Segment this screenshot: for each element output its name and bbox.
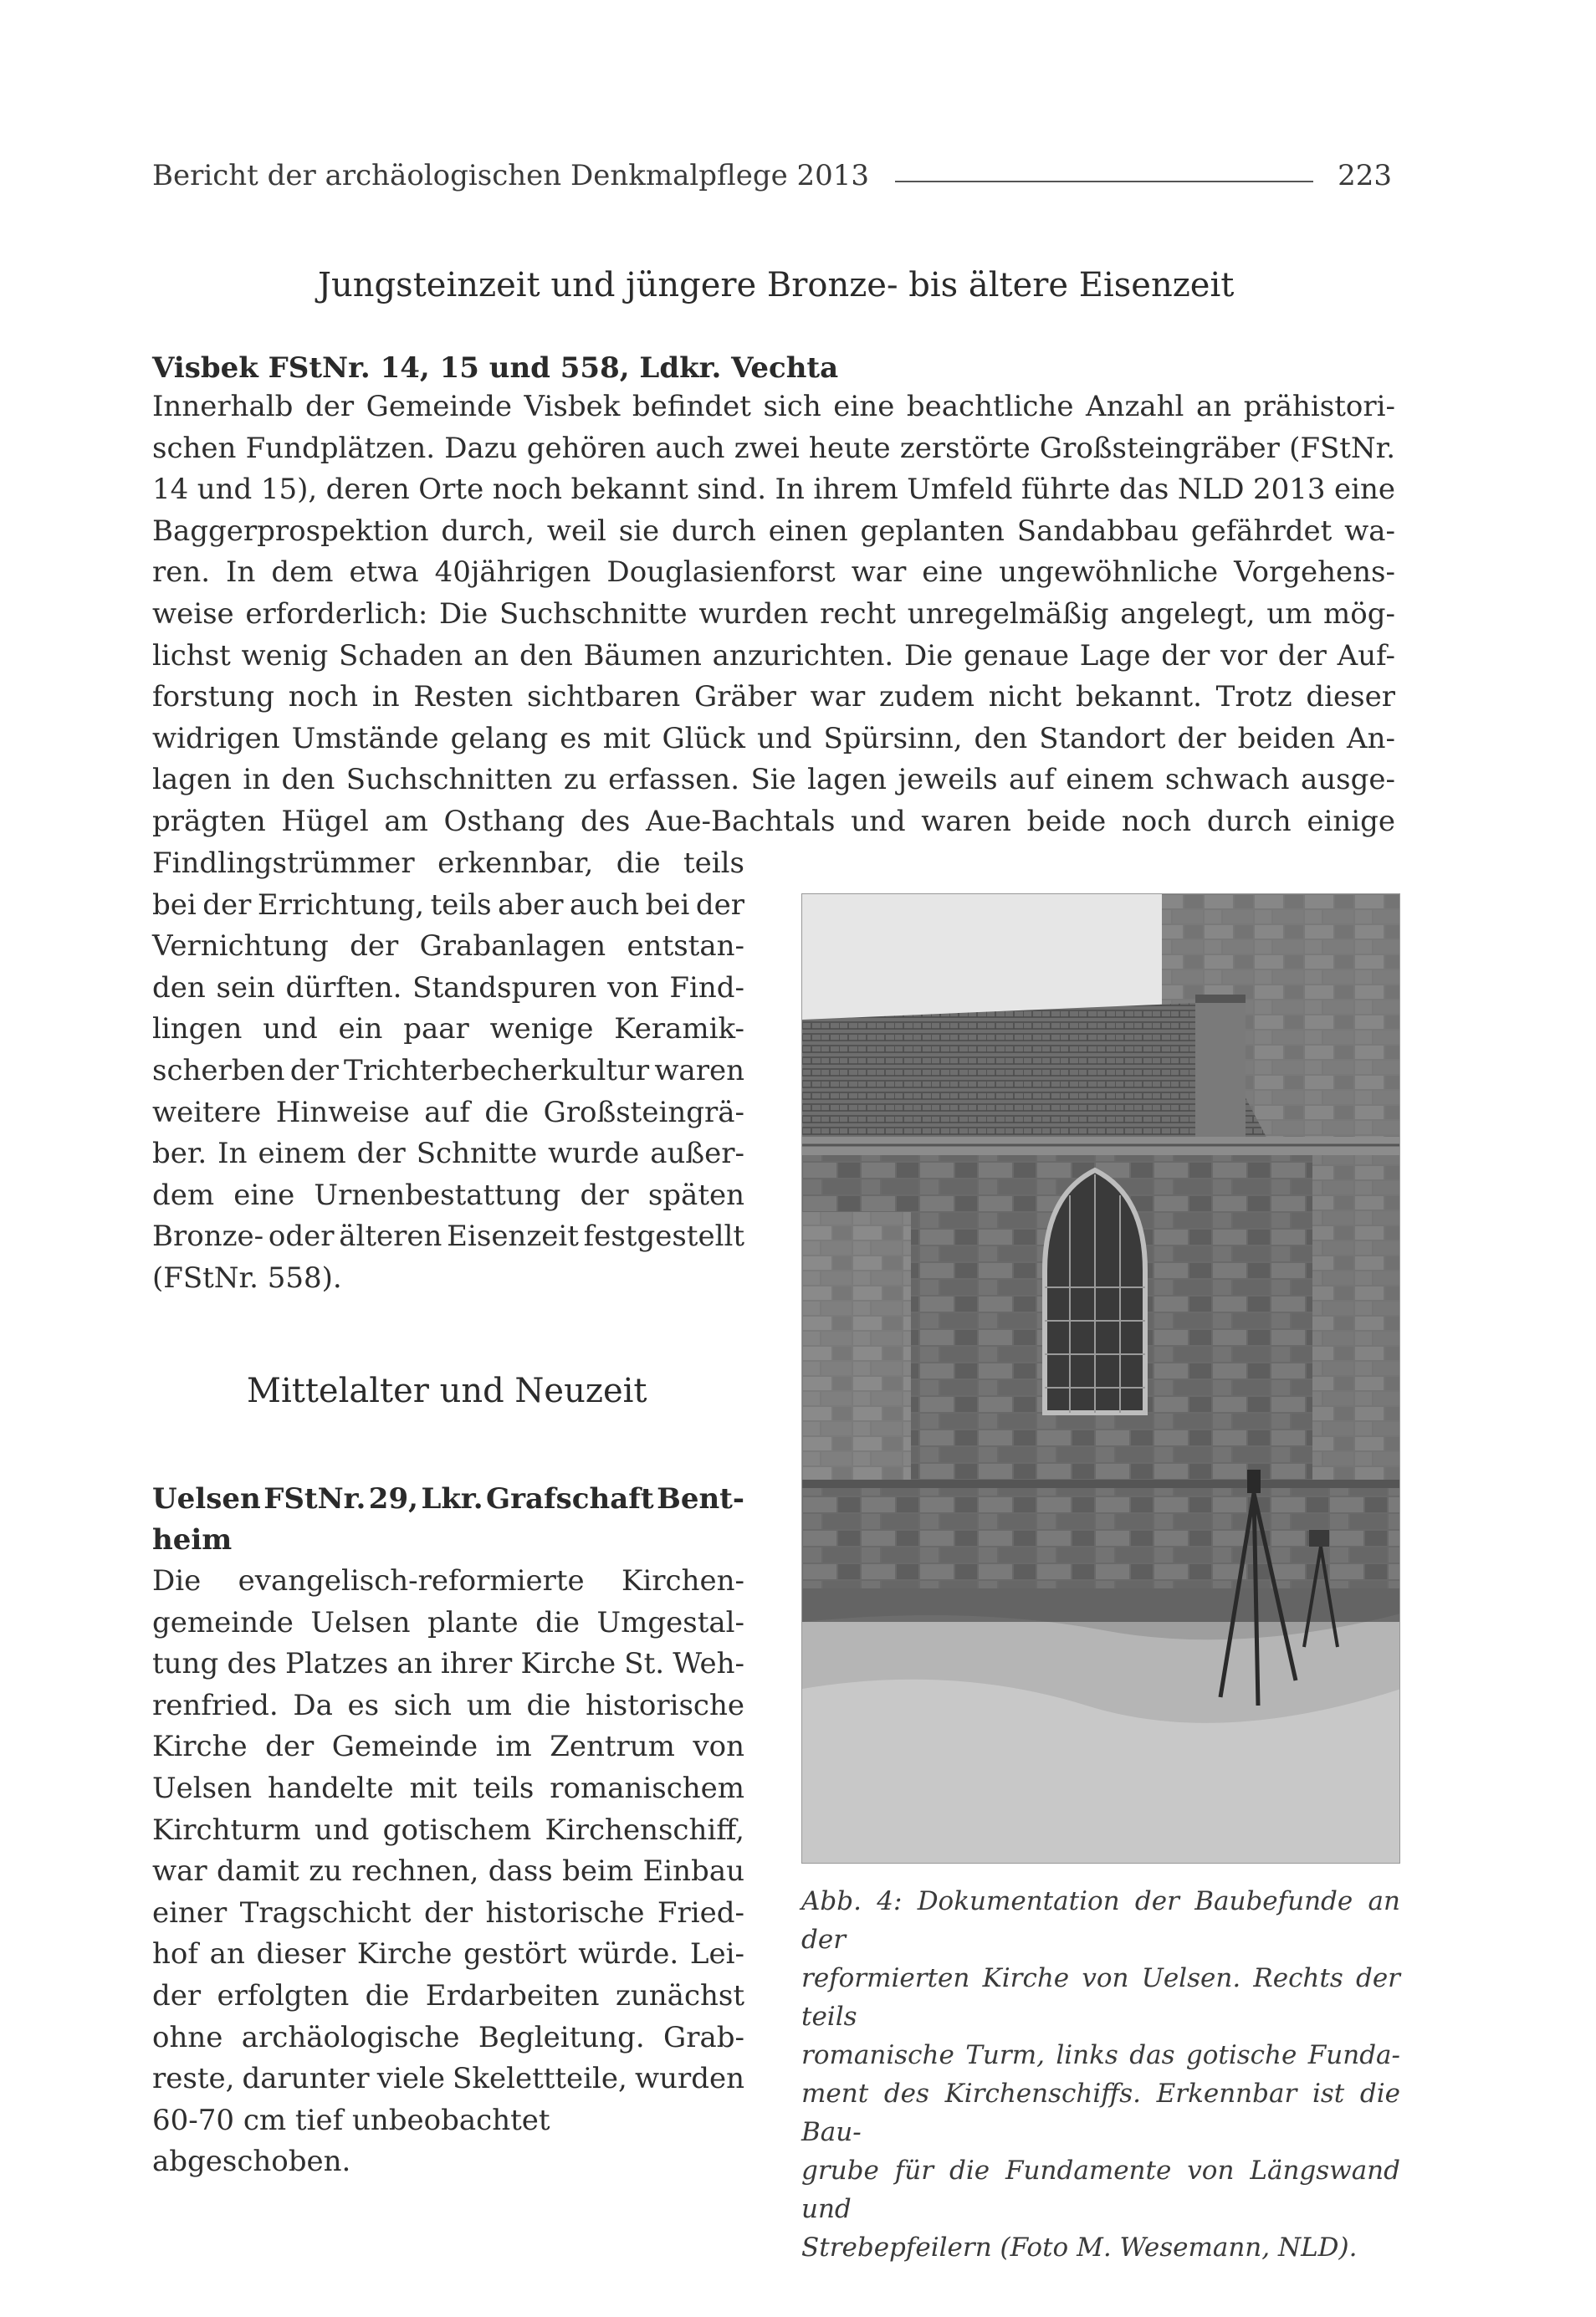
body-line: 60-70 cm tief unbeobachtet abgeschoben. — [152, 2103, 550, 2179]
body-line: ohne archäologische Begleitung. Grab- — [152, 2020, 744, 2054]
body-line: (FStNr. 558). — [152, 1261, 342, 1295]
body-line: 14 und 15), deren Orte noch bekannt sind. In ihrem Umfeld führte das NLD 2013 eine — [152, 473, 1395, 507]
figure-caption — [801, 1882, 1400, 2267]
body-line: Bronze- oder älteren Eisenzeit festgestellt — [152, 1220, 744, 1254]
page-number: 223 — [1338, 159, 1392, 192]
header-rule — [895, 181, 1313, 182]
body-line: forstung noch in Resten sichtbaren Gräber war zudem nicht bekannt. Trotz dieser — [152, 680, 1395, 714]
church-photo-image — [802, 894, 1400, 1864]
page-header — [152, 159, 1397, 209]
body-line: einer Tragschicht der historische Fried- — [152, 1895, 744, 1930]
uelsen-body-text — [152, 1561, 744, 2183]
caption-line: romanische Turm, links das gotische Funda- — [801, 2040, 1400, 2070]
caption-line: Abb. 4: Dokumentation der Baubefunde an der — [801, 1886, 1400, 1955]
body-line: Kirchturm und gotischem Kirchenschiff, — [152, 1813, 744, 1847]
body-line: Findlingstrümmer erkennbar, die teils — [152, 846, 744, 880]
body-line: widrigen Umstände gelang es mit Glück und Spürsinn, den Standort der beiden An- — [152, 721, 1395, 755]
body-line: der erfolgten die Erdarbeiten zunächst — [152, 1978, 744, 2013]
body-line: ren. In dem etwa 40jährigen Douglasienforst war eine ungewöhnliche Vorgehens- — [152, 555, 1395, 590]
body-line: gemeinde Uelsen plante die Umgestal- — [152, 1605, 744, 1639]
body-line: Innerhalb der Gemeinde Visbek befindet sich eine beachtliche Anzahl an prähistori- — [152, 390, 1395, 423]
entry-title-line: heim — [152, 1523, 233, 1557]
body-line: lagen in den Suchschnitten zu erfassen. Sie lagen jeweils auf einem schwach ausge- — [152, 763, 1395, 797]
entry-title-visbek: Visbek FStNr. 14, 15 und 558, Ldkr. Vechta — [152, 351, 839, 385]
visbek-column-text — [152, 843, 744, 1300]
body-line: den sein dürften. Standspuren von Find- — [152, 970, 744, 1005]
body-line: reste, darunter viele Skelettteile, wurden — [152, 2062, 744, 2096]
body-line: lichst wenig Schaden an den Bäumen anzurichten. Die genaue Lage der vor der Auf- — [152, 638, 1395, 673]
body-line: dem eine Urnenbestattung der späten — [152, 1178, 744, 1212]
running-title: Bericht der archäologischen Denkmalpflege 2013 — [152, 159, 870, 192]
body-line: tung des Platzes an ihrer Kirche St. Weh- — [152, 1647, 744, 1681]
body-line: Die evangelisch-reformierte Kirchen- — [152, 1564, 744, 1598]
church-photo — [801, 893, 1400, 1864]
caption-line: reformierten Kirche von Uelsen. Rechts der teils — [801, 1963, 1400, 2032]
body-line: ber. In einem der Schnitte wurde außer- — [152, 1137, 744, 1171]
section-heading-medieval: Mittelalter und Neuzeit — [247, 1372, 647, 1410]
body-line: scherben der Trichterbecherkultur waren — [152, 1053, 744, 1087]
body-line: weise erforderlich: Die Suchschnitte wurden recht unregelmäßig angelegt, um mög- — [152, 596, 1395, 631]
section-heading-neolithic: Jungsteinzeit und jüngere Bronze- bis ältere Eisenzeit — [318, 266, 1235, 304]
body-line: Baggerprospektion durch, weil sie durch einen geplanten Sandabbau gefährdet wa- — [152, 514, 1395, 548]
body-line: Uelsen handelte mit teils romanischem — [152, 1771, 744, 1805]
body-line: Vernichtung der Grabanlagen entstan- — [152, 929, 744, 964]
entry-title-line: Uelsen FStNr. 29, Lkr. Grafschaft Bent- — [152, 1482, 744, 1516]
body-line: renfried. Da es sich um die historische — [152, 1688, 744, 1722]
body-line: lingen und ein paar wenige Keramik- — [152, 1012, 744, 1046]
body-line: schen Fundplätzen. Dazu gehören auch zwei heute zerstörte Großsteingräber (FStNr. — [152, 431, 1395, 465]
caption-line: grube für die Fundamente von Längswand und — [801, 2156, 1400, 2224]
body-line: Kirche der Gemeinde im Zentrum von — [152, 1730, 744, 1764]
body-line: bei der Errichtung, teils aber auch bei der — [152, 887, 744, 922]
body-line: hof an dieser Kirche gestört würde. Lei- — [152, 1937, 744, 1972]
body-line: prägten Hügel am Osthang des Aue-Bachtals und waren beide noch durch einige — [152, 804, 1395, 838]
entry-title-uelsen — [152, 1479, 744, 1561]
caption-line: ment des Kirchenschiffs. Erkennbar ist die Bau- — [801, 2079, 1400, 2147]
body-line: war damit zu rechnen, dass beim Einbau — [152, 1854, 744, 1889]
caption-line: Strebepfeilern (Foto M. Wesemann, NLD). — [801, 2233, 1358, 2263]
body-line: weitere Hinweise auf die Großsteingrä- — [152, 1095, 744, 1129]
visbek-body-text — [152, 386, 1395, 843]
